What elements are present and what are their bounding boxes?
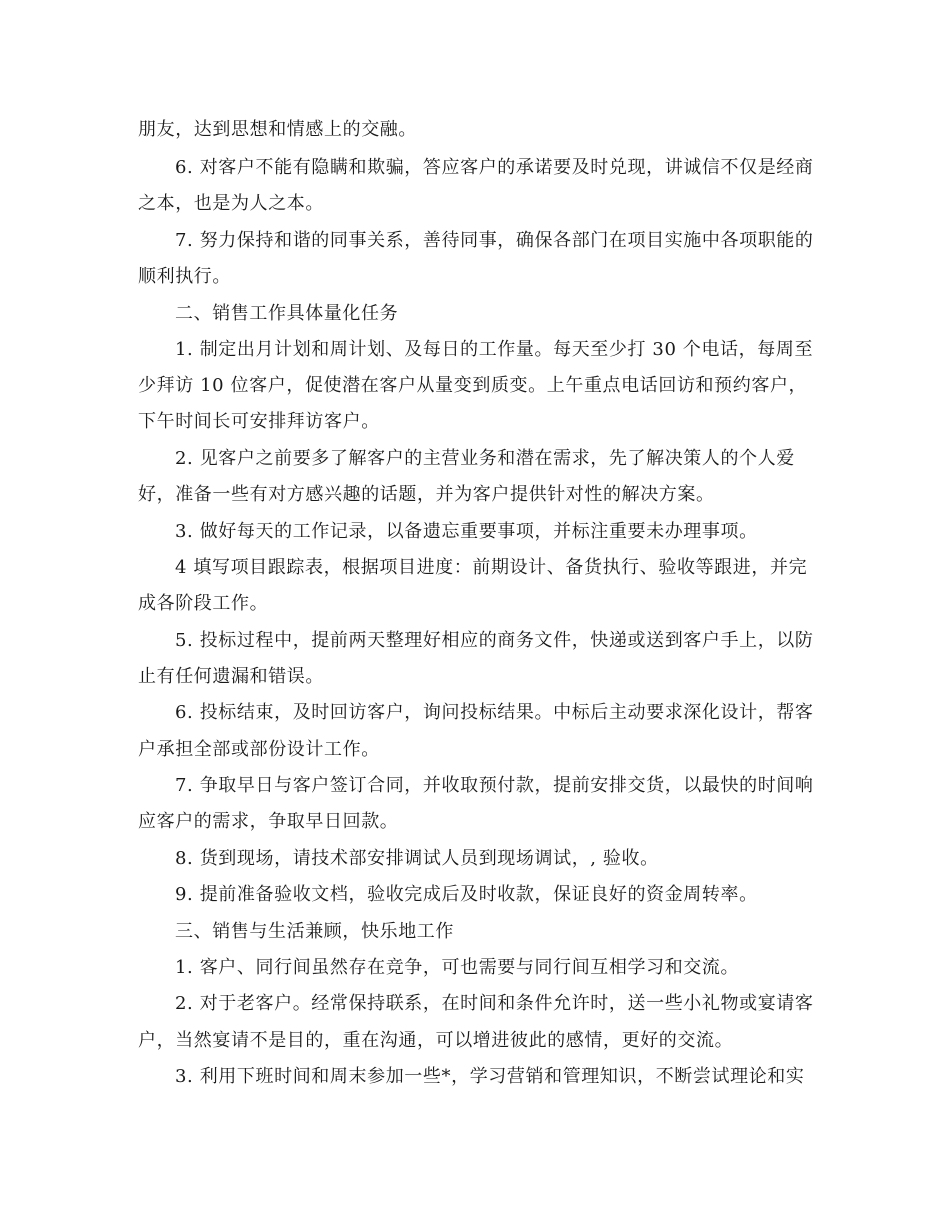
text-line: 3. 做好每天的工作记录，以备遗忘重要事项，并标注重要未办理事项。 bbox=[175, 521, 758, 542]
text-line: 9. 提前准备验收文档，验收完成后及时收款，保证良好的资金周转率。 bbox=[175, 884, 758, 905]
text-line: 4 填写项目跟踪表，根据项目进度：前期设计、备货执行、验收等跟进，并完 bbox=[175, 557, 808, 578]
text-line: 7. 争取早日与客户签订合同，并收取预付款，提前安排交货，以最快的时间响 bbox=[175, 775, 814, 796]
text-line: 成各阶段工作。 bbox=[138, 593, 269, 614]
section-heading: 二、销售工作具体量化任务 bbox=[175, 303, 399, 324]
text-line: 户承担全部或部份设计工作。 bbox=[138, 739, 380, 760]
text-line: 少拜访 10 位客户，促使潜在客户从量变到质变。上午重点电话回访和预约客户， bbox=[138, 375, 808, 396]
text-line: 户，当然宴请不是目的，重在沟通，可以增进彼此的感情，更好的交流。 bbox=[138, 1030, 734, 1051]
text-line: 止有任何遗漏和错误。 bbox=[138, 666, 324, 687]
text-line: 6. 对客户不能有隐瞒和欺骗，答应客户的承诺要及时兑现，讲诚信不仅是经商 bbox=[175, 157, 814, 178]
text-line: 1. 制定出月计划和周计划、及每日的工作量。每天至少打 30 个电话，每周至 bbox=[175, 339, 814, 360]
text-line: 1. 客户、同行间虽然存在竞争，可也需要与同行间互相学习和交流。 bbox=[175, 957, 740, 978]
text-line: 下午时间长可安排拜访客户。 bbox=[138, 411, 380, 432]
text-line: 之本，也是为人之本。 bbox=[138, 193, 324, 214]
text-line: 好，准备一些有对方感兴趣的话题，并为客户提供针对性的解决方案。 bbox=[138, 484, 715, 505]
text-line: 8. 货到现场，请技术部安排调试人员到现场调试，, 验收。 bbox=[175, 848, 659, 869]
section-heading: 三、销售与生活兼顾，快乐地工作 bbox=[175, 921, 454, 942]
text-line: 7. 努力保持和谐的同事关系，善待同事，确保各部门在项目实施中各项职能的 bbox=[175, 230, 814, 251]
text-line: 5. 投标过程中，提前两天整理好相应的商务文件，快递或送到客户手上，以防 bbox=[175, 630, 814, 651]
text-line: 2. 见客户之前要多了解客户的主营业务和潜在需求，先了解决策人的个人爱 bbox=[175, 448, 795, 469]
text-line: 3. 利用下班时间和周末参加一些*，学习营销和管理知识，不断尝试理论和实 bbox=[175, 1066, 805, 1087]
text-line: 2. 对于老客户。经常保持联系，在时间和条件允许时，送一些小礼物或宴请客 bbox=[175, 993, 814, 1014]
text-line: 顺利执行。 bbox=[138, 266, 231, 287]
text-line: 应客户的需求，争取早日回款。 bbox=[138, 811, 399, 832]
text-line: 6. 投标结束，及时回访客户，询问投标结果。中标后主动要求深化设计，帮客 bbox=[175, 702, 814, 723]
text-line: 朋友，达到思想和情感上的交融。 bbox=[138, 119, 417, 140]
